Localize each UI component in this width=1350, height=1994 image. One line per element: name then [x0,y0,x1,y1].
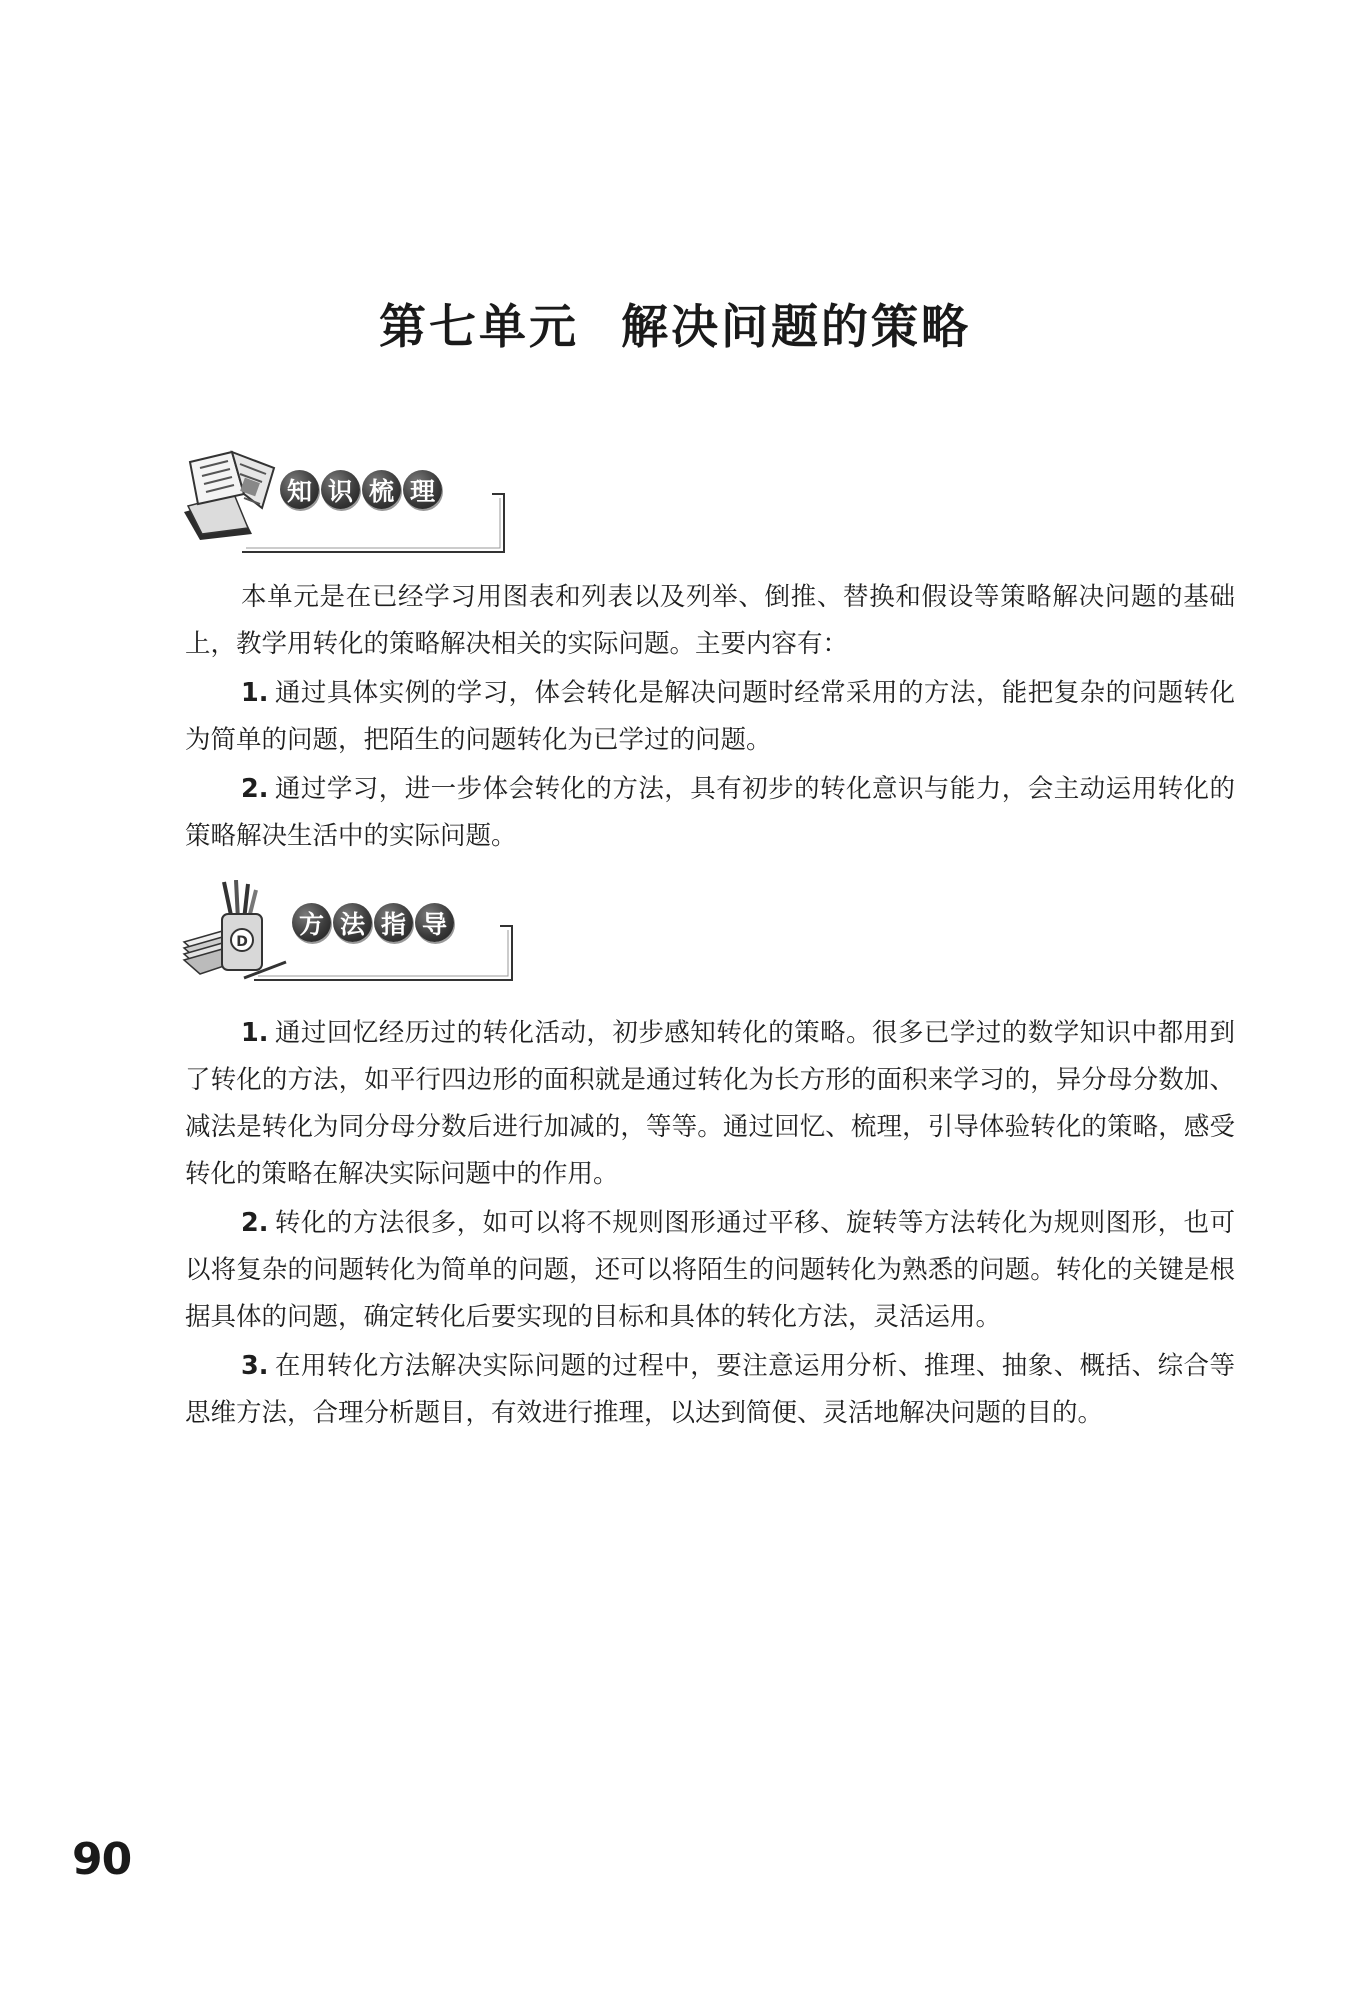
badge-char: 知 [280,470,319,509]
paragraph-number: 3. [241,1351,269,1381]
chapter-unit-label: 第七单元 [379,300,579,355]
badge-char: 理 [403,470,442,509]
paragraph-text: 通过学习，进一步体会转化的方法，具有初步的转化意识与能力，会主动运用转化的策略解决生活中的实际问题。 [185,774,1235,851]
paragraph-number: 1. [241,678,269,708]
section1-paragraph-1 [185,670,1235,764]
badge-char: 导 [415,903,454,942]
section-header-method [182,880,522,1000]
paragraph-number: 1. [241,1018,269,1048]
chapter-topic-label: 解决问题的策略 [621,300,971,355]
section2-paragraph-2 [185,1200,1235,1341]
section2-paragraph-3 [185,1343,1235,1437]
page-number: 90 [72,1834,132,1885]
section2-paragraph-1 [185,1010,1235,1198]
paragraph-text: 通过具体实例的学习，体会转化是解决问题时经常采用的方法，能把复杂的问题转化为简单的问题，把陌生的问题转化为已学过的问题。 [185,678,1235,755]
paragraph-text: 本单元是在已经学习用图表和列表以及列举、倒推、替换和假设等策略解决问题的基础上，教学用转化的策略解决相关的实际问题。主要内容有： [185,582,1235,659]
badge-char: 梳 [362,470,401,509]
paragraph-text: 通过回忆经历过的转化活动，初步感知转化的策略。很多已学过的数学知识中都用到了转化的方法，如平行四边形的面积就是通过转化为长方形的面积来学习的，异分母分数加、减法是转化为同分母分数后进行加减的，等等。通过回忆、梳理，引导体验转化的策略，感受转化的策略在解决实际问题中的作用。 [185,1018,1235,1189]
svg-text:D: D [236,934,248,950]
paragraph-text: 转化的方法很多，如可以将不规则图形通过平移、旋转等方法转化为规则图形，也可以将复杂的问题转化为简单的问题，还可以将陌生的问题转化为熟悉的问题。转化的关键是根据具体的问题，确定转化后要实现的目标和具体的转化方法，灵活运用。 [185,1208,1235,1332]
section1-paragraph-intro [185,574,1235,668]
section1-paragraph-2 [185,766,1235,860]
badge-char: 法 [333,903,372,942]
chapter-title [0,290,1350,357]
paragraph-number: 2. [241,774,269,804]
badge-char: 指 [374,903,413,942]
badge-char: 识 [321,470,360,509]
badge-char: 方 [292,903,331,942]
header-bracket-line [254,918,534,988]
paragraph-text: 在用转化方法解决实际问题的过程中，要注意运用分析、推理、抽象、概括、综合等思维方法，合理分析题目，有效进行推理，以达到简便、灵活地解决问题的目的。 [185,1351,1235,1428]
header-bracket-line [242,486,522,556]
paragraph-number: 2. [241,1208,269,1238]
section-header-knowledge [182,450,522,570]
